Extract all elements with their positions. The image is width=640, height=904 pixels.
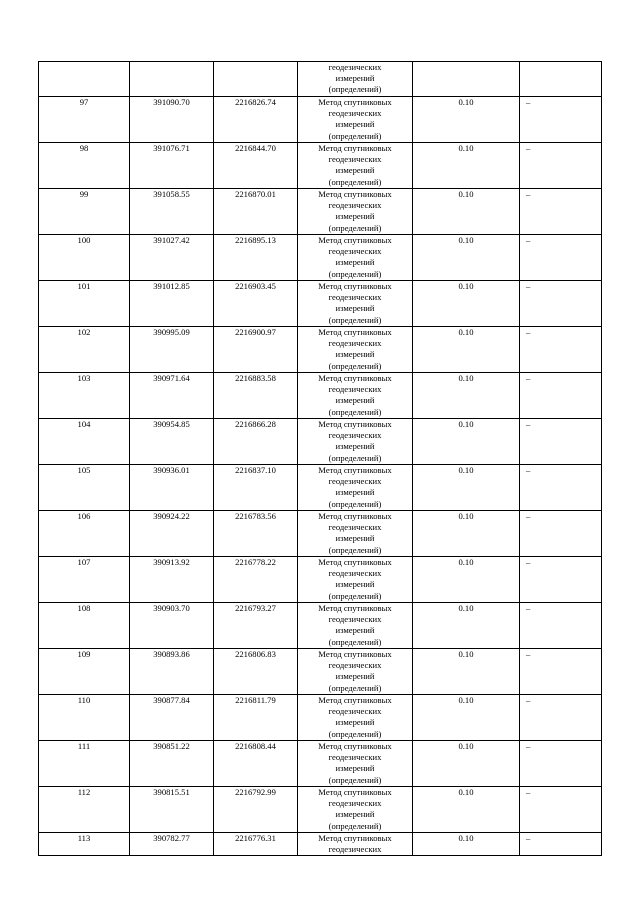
method-line: (определений)	[328, 682, 382, 693]
method-line: геодезических	[328, 200, 382, 211]
method-line: геодезических	[328, 476, 382, 487]
point-number-cell: 113	[39, 833, 130, 856]
method-line: Метод спутниковых	[318, 97, 392, 107]
x-coordinate-cell: 391027.42	[130, 235, 214, 281]
accuracy-cell: 0.10	[413, 787, 520, 833]
method-line: измерений	[335, 395, 375, 406]
x-coordinate-cell: 390903.70	[130, 603, 214, 649]
point-number-cell: 109	[39, 649, 130, 695]
note-cell: –	[520, 327, 602, 373]
method-line: измерений	[335, 441, 375, 452]
y-coordinate-cell: 2216837.10	[214, 465, 298, 511]
method-cell	[298, 649, 413, 695]
method-line: Метод спутниковых	[318, 649, 392, 659]
note-cell: –	[520, 603, 602, 649]
note-cell: –	[520, 557, 602, 603]
y-coordinate-cell: 2216903.45	[214, 281, 298, 327]
table-row	[39, 511, 602, 557]
method-line: измерений	[335, 257, 375, 268]
point-number-cell: 98	[39, 143, 130, 189]
y-coordinate-cell: 2216808.44	[214, 741, 298, 787]
method-line: Метод спутниковых	[318, 511, 392, 521]
accuracy-cell: 0.10	[413, 465, 520, 511]
x-coordinate-cell: 391076.71	[130, 143, 214, 189]
method-line: (определений)	[328, 130, 382, 141]
method-line: (определений)	[328, 314, 382, 325]
accuracy-cell: 0.10	[413, 649, 520, 695]
method-line: геодезических	[328, 752, 382, 763]
table-row	[39, 327, 602, 373]
method-line: измерений	[335, 625, 375, 636]
x-coordinate-cell: 390815.51	[130, 787, 214, 833]
point-number-cell: 107	[39, 557, 130, 603]
note-cell: –	[520, 649, 602, 695]
table-row	[39, 235, 602, 281]
table-row-continuation	[39, 62, 602, 97]
point-number-cell: 99	[39, 189, 130, 235]
method-line: геодезических	[328, 568, 382, 579]
y-coordinate-cell: 2216806.83	[214, 649, 298, 695]
method-line: измерений	[335, 211, 375, 222]
note-cell: –	[520, 695, 602, 741]
method-line: (определений)	[328, 544, 382, 555]
point-number-cell: 100	[39, 235, 130, 281]
method-line: Метод спутниковых	[318, 603, 392, 613]
method-line: (определений)	[328, 452, 382, 463]
method-line: геодезических	[328, 614, 382, 625]
point-number-cell: 103	[39, 373, 130, 419]
method-line: измерений	[335, 165, 375, 176]
point-number-cell: 104	[39, 419, 130, 465]
table-row	[39, 649, 602, 695]
method-line: геодезических	[328, 430, 382, 441]
method-line: измерений	[335, 349, 375, 360]
table-row	[39, 603, 602, 649]
point-number-cell: 106	[39, 511, 130, 557]
method-line: геодезических	[328, 338, 382, 349]
accuracy-cell: 0.10	[413, 419, 520, 465]
method-cell	[298, 787, 413, 833]
point-number-cell: 101	[39, 281, 130, 327]
point-number-cell: 112	[39, 787, 130, 833]
x-coordinate-cell: 390954.85	[130, 419, 214, 465]
method-cell	[298, 327, 413, 373]
method-cell	[298, 419, 413, 465]
accuracy-cell: 0.10	[413, 97, 520, 143]
method-line: Метод спутниковых	[318, 373, 392, 383]
method-line: измерений	[335, 671, 375, 682]
method-line: геодезических	[328, 798, 382, 809]
note-cell: –	[520, 281, 602, 327]
method-line: измерений	[335, 487, 375, 498]
accuracy-cell: 0.10	[413, 143, 520, 189]
coordinates-table	[38, 61, 602, 856]
method-cell	[298, 695, 413, 741]
note-cell: –	[520, 741, 602, 787]
method-line: Метод спутниковых	[318, 695, 392, 705]
y-coordinate-cell: 2216870.01	[214, 189, 298, 235]
method-line: (определений)	[328, 590, 382, 601]
point-number-cell: 111	[39, 741, 130, 787]
table-row	[39, 419, 602, 465]
note-cell	[520, 62, 602, 97]
x-coordinate-cell: 390877.84	[130, 695, 214, 741]
method-line: Метод спутниковых	[318, 281, 392, 291]
method-cell	[298, 97, 413, 143]
method-line: геодезических	[328, 154, 382, 165]
table-row	[39, 557, 602, 603]
method-line: (определений)	[328, 222, 382, 233]
note-cell: –	[520, 419, 602, 465]
method-line: (определений)	[328, 268, 382, 279]
method-cell	[298, 511, 413, 557]
method-cell	[298, 62, 413, 97]
method-line: (определений)	[328, 820, 382, 831]
accuracy-cell: 0.10	[413, 833, 520, 856]
table-row	[39, 787, 602, 833]
method-cell	[298, 741, 413, 787]
accuracy-cell: 0.10	[413, 511, 520, 557]
accuracy-cell: 0.10	[413, 557, 520, 603]
accuracy-cell: 0.10	[413, 373, 520, 419]
method-line: Метод спутниковых	[318, 557, 392, 567]
table-row	[39, 373, 602, 419]
table-row	[39, 465, 602, 511]
note-cell: –	[520, 833, 602, 856]
table-row	[39, 741, 602, 787]
method-line: Метод спутниковых	[318, 787, 392, 797]
y-coordinate-cell: 2216793.27	[214, 603, 298, 649]
method-line: геодезических	[328, 292, 382, 303]
accuracy-cell: 0.10	[413, 327, 520, 373]
coordinates-table-body	[39, 62, 602, 856]
y-coordinate-cell: 2216900.97	[214, 327, 298, 373]
method-line: измерений	[335, 303, 375, 314]
x-coordinate-cell: 390995.09	[130, 327, 214, 373]
method-line: (определений)	[328, 636, 382, 647]
x-coordinate-cell: 391090.70	[130, 97, 214, 143]
method-line: геодезических	[328, 706, 382, 717]
method-line: геодезических	[328, 384, 382, 395]
y-coordinate-cell: 2216792.99	[214, 787, 298, 833]
point-number-cell: 102	[39, 327, 130, 373]
method-line: Метод спутниковых	[318, 327, 392, 337]
method-line: (определений)	[328, 360, 382, 371]
method-cell	[298, 557, 413, 603]
point-number-cell: 108	[39, 603, 130, 649]
accuracy-cell: 0.10	[413, 695, 520, 741]
method-cell	[298, 189, 413, 235]
point-number-cell: 110	[39, 695, 130, 741]
method-line: измерений	[335, 579, 375, 590]
method-line: (определений)	[328, 176, 382, 187]
method-line: измерений	[335, 119, 375, 130]
method-line: Метод спутниковых	[318, 465, 392, 475]
y-coordinate-cell: 2216811.79	[214, 695, 298, 741]
method-line: (определений)	[328, 774, 382, 785]
method-cell	[298, 603, 413, 649]
y-coordinate-cell: 2216883.58	[214, 373, 298, 419]
table-row	[39, 281, 602, 327]
method-line: измерений	[335, 73, 375, 84]
note-cell: –	[520, 511, 602, 557]
y-coordinate-cell: 2216826.74	[214, 97, 298, 143]
note-cell: –	[520, 235, 602, 281]
x-coordinate-cell: 390782.77	[130, 833, 214, 856]
method-line: (определений)	[328, 84, 382, 95]
method-line: Метод спутниковых	[318, 189, 392, 199]
accuracy-cell: 0.10	[413, 281, 520, 327]
x-coordinate-cell: 390971.64	[130, 373, 214, 419]
method-line: геодезических	[328, 844, 382, 855]
accuracy-cell: 0.10	[413, 189, 520, 235]
y-coordinate-cell: 2216866.28	[214, 419, 298, 465]
y-coordinate-cell: 2216783.56	[214, 511, 298, 557]
method-cell	[298, 373, 413, 419]
y-coordinate-cell: 2216776.31	[214, 833, 298, 856]
table-row	[39, 97, 602, 143]
x-coordinate-cell: 390851.22	[130, 741, 214, 787]
point-number-cell: 105	[39, 465, 130, 511]
method-line: геодезических	[328, 108, 382, 119]
method-line: измерений	[335, 717, 375, 728]
method-cell	[298, 465, 413, 511]
table-row	[39, 143, 602, 189]
point-number-cell	[39, 62, 130, 97]
method-line: измерений	[335, 533, 375, 544]
method-line: геодезических	[328, 660, 382, 671]
method-line: (определений)	[328, 406, 382, 417]
accuracy-cell: 0.10	[413, 603, 520, 649]
x-coordinate-cell: 391058.55	[130, 189, 214, 235]
method-line: измерений	[335, 763, 375, 774]
y-coordinate-cell: 2216844.70	[214, 143, 298, 189]
accuracy-cell	[413, 62, 520, 97]
y-coordinate-cell: 2216778.22	[214, 557, 298, 603]
note-cell: –	[520, 465, 602, 511]
note-cell: –	[520, 143, 602, 189]
table-row	[39, 695, 602, 741]
note-cell: –	[520, 97, 602, 143]
method-line: Метод спутниковых	[318, 235, 392, 245]
method-line: Метод спутниковых	[318, 143, 392, 153]
x-coordinate-cell: 390924.22	[130, 511, 214, 557]
method-cell	[298, 833, 413, 856]
table-row	[39, 189, 602, 235]
x-coordinate-cell: 390913.92	[130, 557, 214, 603]
method-line: геодезических	[328, 522, 382, 533]
method-line: Метод спутниковых	[318, 833, 392, 843]
note-cell: –	[520, 189, 602, 235]
method-cell	[298, 143, 413, 189]
x-coordinate-cell: 390893.86	[130, 649, 214, 695]
method-line: геодезических	[328, 62, 382, 72]
x-coordinate-cell	[130, 62, 214, 97]
method-line: Метод спутниковых	[318, 419, 392, 429]
y-coordinate-cell	[214, 62, 298, 97]
method-line: (определений)	[328, 728, 382, 739]
point-number-cell: 97	[39, 97, 130, 143]
accuracy-cell: 0.10	[413, 741, 520, 787]
method-line: измерений	[335, 809, 375, 820]
x-coordinate-cell: 390936.01	[130, 465, 214, 511]
method-line: (определений)	[328, 498, 382, 509]
y-coordinate-cell: 2216895.13	[214, 235, 298, 281]
table-row	[39, 833, 602, 856]
method-line: Метод спутниковых	[318, 741, 392, 751]
method-cell	[298, 281, 413, 327]
x-coordinate-cell: 391012.85	[130, 281, 214, 327]
note-cell: –	[520, 787, 602, 833]
method-cell	[298, 235, 413, 281]
method-line: геодезических	[328, 246, 382, 257]
accuracy-cell: 0.10	[413, 235, 520, 281]
note-cell: –	[520, 373, 602, 419]
